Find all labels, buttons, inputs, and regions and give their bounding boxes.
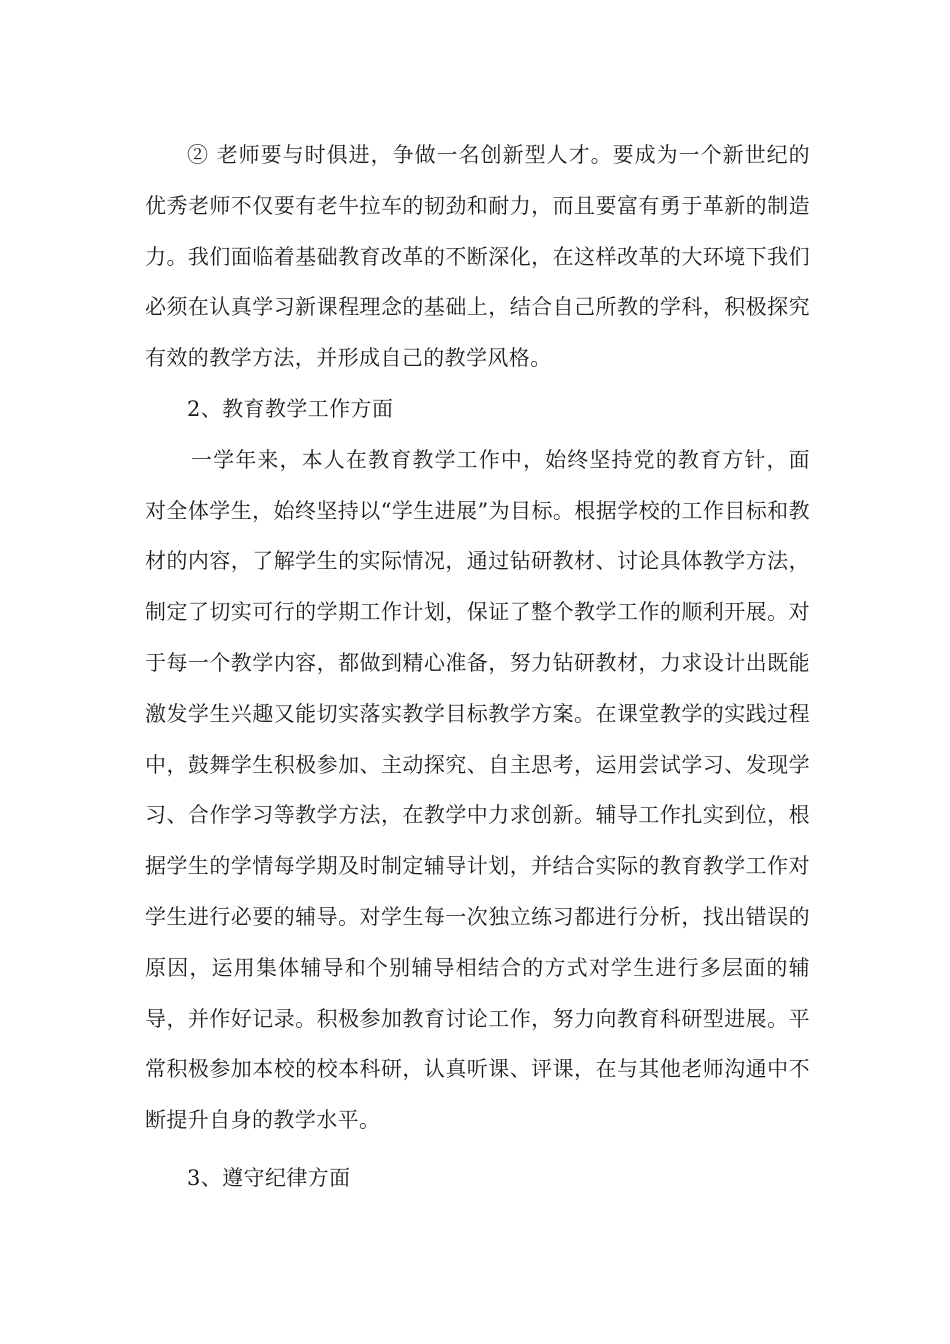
paragraph-teacher-innovation: ② 老师要与时俱进，争做一名创新型人才。要成为一个新世纪的优秀老师不仅要有老牛拉车的韧劲和耐力，而且要富有勇于革新的制造力。我们面临着基础教育改革的不断深化，在这样改革的大环境下我们必须在认真学习新课程理念的基础上，结合自己所教的学科，积极探究有效的教学方法，并形成自己的教学风格。: [145, 143, 810, 371]
section-heading-teaching-work: 2、教育教学工作方面: [187, 396, 394, 421]
document-body: [145, 130, 810, 1204]
section-heading-discipline: 3、遵守纪律方面: [187, 1165, 351, 1190]
paragraph-teaching-work: 一学年来，本人在教育教学工作中，始终坚持党的教育方针，面对全体学生，始终坚持以“学生进展”为目标。根据学校的工作目标和教材的内容，了解学生的实际情况，通过钻研教材、讨论具体教学方法，制定了切实可行的学期工作计划，保证了整个教学工作的顺利开展。对于每一个教学内容，都做到精心准备，努力钻研教材，力求设计出既能激发学生兴趣又能切实落实教学目标教学方案。在课堂教学的实践过程中，鼓舞学生积极参加、主动探究、自主思考，运用尝试学习、发现学习、合作学习等教学方法，在教学中力求创新。辅导工作扎实到位，根据学生的学情每学期及时制定辅导计划，并结合实际的教育教学工作对学生进行必要的辅导。对学生每一次独立练习都进行分析，找出错误的原因，运用集体辅导和个别辅导相结合的方式对学生进行多层面的辅导，并作好记录。积极参加教育讨论工作，努力向教育科研型进展。平常积极参加本校的校本科研，认真听课、评课，在与其他老师沟通中不断提升自身的教学水平。: [145, 447, 810, 1133]
